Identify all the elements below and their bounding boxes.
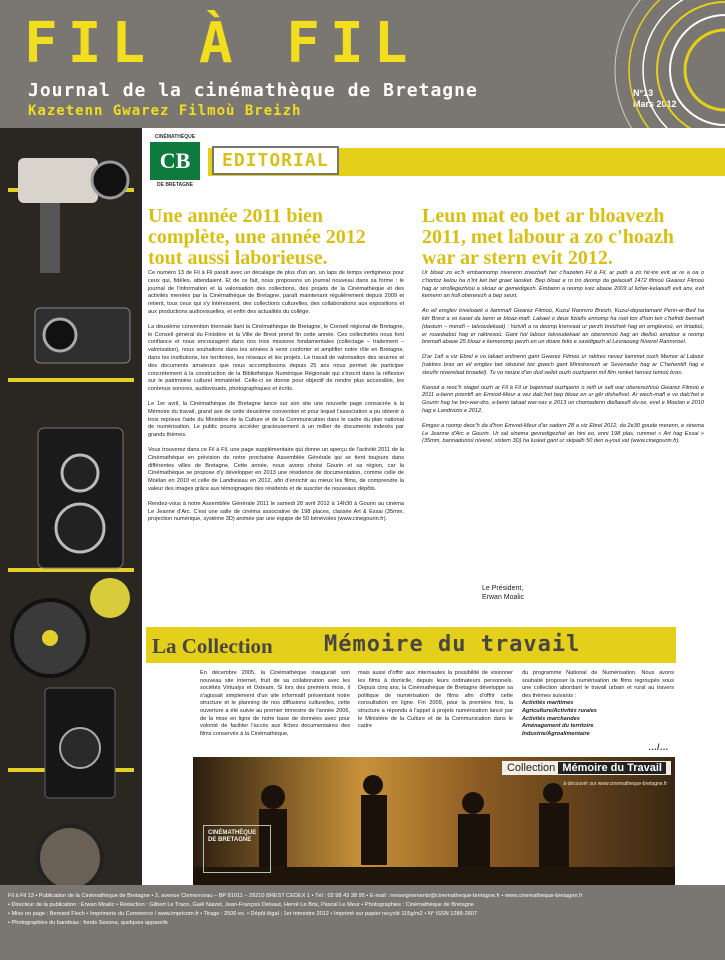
photo-logo-text: CINÉMATHÈQUE DE BRETAGNE — [203, 825, 271, 873]
paragraph: D'ar 1añ a viz Ebrel e vo lakaet enlinenn gant Gwarez Filmoù ur raktres nevez liammet ouzh Memor al Labour (raktres bras an eil emglev bet sikouret teir gwech gant Ministrerezh ar Sevenadur hag ar C'hehentiñ hag e steuñv niverelaat broadel). Tu vo neuze d'an dud sellet ouzh ouzhpenn mil film renket hervez temoù bras. — [422, 354, 704, 376]
camera-film-strip — [0, 128, 142, 885]
theme-item: Activités maritimes — [522, 700, 574, 707]
paragraph: Rendez-vous à notre Assemblée Générale 2011 le samedi 28 avril 2012 à 14h30 à Gourin au cinéma Le Jeanne d'Arc. C'est une salle de cinéma associative de 198 places, classée Art & Essai (35mm, projection numérique, système 3D) animée par une équipe de 50 bénévoles (www.cinegourin.fr). — [148, 500, 404, 523]
footer-line: Fil à Fil 13 • Publication de la Cinémathèque de Bretagne • 2, avenue Clemenceau – BP 81011 – 29210 BREST CEDEX 1 • Tél : 02 98 43 38 95 • E-mail : renseignements@cinematheque-bretagne.fr • www.cinematheque-bretagne.fr — [8, 893, 583, 899]
paragraph: Ur bloaz zo ec'h embannomp niverenn zivezhañ her c'hazeten Fil à Fil, ar puth a zo hir-tre evit ar re a oa o c'hortoz kelou ha n'int ket bet graet laosket. Bep bloaz e ro tro deomp da gelaouiñ 1472 filmoù Gwarez Filmoù hag ar strollegezhioù a skoaz ar gemedigezh. Embann a reomp ivez abaoe 2009 ul lizher-kelaouiñ evit anv, evit kemenn an holl obererezh a bep seurt. — [422, 270, 704, 300]
paragraph: La deuxième convention triennale liant la Cinémathèque de Bretagne, le Conseil régional de Bretagne, le Conseil général du Finistère et la Ville de Brest prend fin cette année. Ces collectivités nous font confiance et nous encouragent dans nos trois missions fondamentales (collectage – traitement – valorisation), nous souhaitons dans les années à venir conforter et amplifier notre rôle en Bretagne, dans les institutions, les territoires, les réseaux et les projets. Le travail de valorisation des œuvres et des documents amateurs que nous accomplissons depuis 25 ans nous permet de participer concrètement à la construction de la Bibliothèque Numérique Régionale qui s'inscrit dans la réflexion sur le patrimoine culturel immatériel. Celle-ci se donne pour objectif de rendre plus accessible, les contenus sonores, audiovisuels, photographiques et écrits. — [148, 323, 404, 393]
signature-name: Erwan Moalic — [482, 594, 525, 601]
footer-line: • Photographies du bandeau : fonds Sesona, quelques appareils — [8, 920, 168, 926]
collection-column-3: du programme National de Numérisation. Nous avons souhaité proposer la numérisation de films regroupés sous une collection abordant le travail urbain et rural au travers des thèmes suivants : Activités maritimes Agriculture/Activités rurales Activités marchandes Aménagement du territoire Industrie/Agroalimentaire — [522, 670, 674, 737]
paragraph: Kavout a reoc'h staget ouzh ar Fil à Fil ur bajennad ouzhpenn o reiñ ur sell war obererezhioù Gwarez Filmoù e 2011 a-benn prientiñ an Emvod-Meur a vez dalc'het bep bloaz en ur gêr disheñvel. Ar wech-mañ e vo dalc'het e Gourin hag he bro-war-dro, a-benn lakaat war-sav e 2013 un chomadenn diellaouiñ du-se, evel e Moelan e 2010 hag e Landivizio e 2012. — [422, 384, 704, 414]
issue-date: Mars 2012 — [633, 99, 677, 109]
paragraph: Emgav a roomp deoc'h da d'hon Emvod-Meur d'ar sadorn 28 a viz Ebrel 2012, da 2e30 goude merenn, e sinema Le Jeanne d'Arc e Gourin. Ur sal sinema gevredigezhel an hini eo, enni 198 plas, rummet « Art hag Essai » (35mm, bannadurioù niverel, sistem 3D) ha lusket gant ur skipailh 50 den a-youl vat (www.cinegourin.fr). — [422, 422, 704, 445]
photo-url: à découvrir sur www.cinematheque-bretagne.fr — [563, 781, 667, 787]
issue-number: N°13 — [633, 88, 654, 98]
footer — [0, 885, 725, 960]
continued-marker: …/… — [648, 742, 669, 752]
masthead — [0, 0, 725, 128]
signature-role: Le Président, — [482, 585, 524, 592]
footer-line: • Mise en page : Bernard Floch • Imprimerie du Commerce / www.impricom.fr • Tirage : 2500 ex. • Dépôt légal : 1er trimestre 2012 • Imprimé sur papier recyclé 115g/m2 • N° ISSN 1288-2607 — [8, 911, 478, 917]
journal-logo: FIL À FIL — [24, 11, 418, 76]
headline-breton: Leun mat eo bet ar bloavezh 2011, met labour a zo c'hoazh war ar stern evit 2012. — [422, 205, 674, 269]
paragraph: Ce numéro 13 de Fil à Fil paraît avec un décalage de plus d'un an, un laps de temps vertigineux pour ceux qui, fidèles, attendaient. Et de ce fait, nous proposons un journal nouveau dans sa forme : le journal de l'information et la valorisation des collections, des projets de la Cinémathèque et des activités menées par la Cinémathèque de Bretagne, paraît maintenant régulièrement depuis 2009 et retient, tous ceux qui s'y intéressent, des collections culturelles, des collaborations aux expositions et aux productions audiovisuelles, et enfin des actualités du collège. — [148, 270, 404, 315]
editorial-column-breton — [422, 270, 704, 453]
journal-subtitle-breton: Kazetenn Gwarez Filmoù Breizh — [28, 103, 302, 119]
headline-french: Une année 2011 bien complète, une année 2012 tout aussi laborieuse. — [148, 205, 366, 269]
footer-line: • Directeur de la publication : Erwan Moalic • Rédaction : Gilbert Le Traon, Gaël Naizet, Jean-François Delsaut, Hervé Le Bris, Pascal Le Meur • Photographies : Cinémathèque de Bretagne — [8, 902, 475, 908]
theme-list — [522, 700, 674, 738]
theme-item: Aménagement du territoire — [522, 723, 594, 730]
journal-subtitle: Journal de la cinémathèque de Bretagne — [28, 80, 478, 101]
collection-title-bar — [146, 627, 676, 663]
collection-title-b: Mémoire du travail — [324, 632, 581, 657]
editorial-column-french — [148, 270, 404, 531]
paragraph: An eil emglev triveloaek o liammañ Gwarez Filmoù, Kuzul Rannvro Breizh, Kuzul-departamant Penn-ar-Bed ha kêr Brest a vo kaset da benn ar bloaz-mañ. Lakaet o deus fiziañs ennomp ha roet ton d'hon teir c'hefridi bennañ (dastum – merañ – talvoudekaat) : hiziviñ a ra deomp krenvaat ur perzh breizhek hag en emglevioù, en tiriadoù, er rouedadoù hag er raktresoù. Gant hol labour talvoudekaat an oberennoù hag an dielloù amatour a reomp bremañ abaoe 25 bloaz e kemeromp perzh en un doare fetis e savidigezh al Levraoueg Niverel Rannvroel. — [422, 308, 704, 346]
workers-photo — [193, 757, 675, 885]
theme-item: Agriculture/Activités rurales — [522, 707, 597, 714]
paragraph: Le 1er avril, la Cinémathèque de Bretagne lance sur son site une nouvelle page consacrée à la Mémoire du travail, grand axe de cette deuxième convention et pour lequel l'association a pu obtenir à trois reprises l'aide du Ministère de la Culture et de la Communication dans le cadre du plan national de numérisation. Le public pourra accéder gracieusement à un millier de documents indexés par grands thèmes. — [148, 400, 404, 439]
decorative-arcs — [585, 0, 725, 128]
editorial-label: EDITORIAL — [212, 146, 339, 175]
collection-title-a: La Collection — [152, 634, 273, 658]
theme-item: Activités marchandes — [522, 715, 580, 722]
photo-caption: Collection Mémoire du Travail — [502, 761, 671, 775]
cinematheque-logo-mark: CB — [150, 142, 200, 180]
paragraph: Vous trouverez dans ce Fil à Fil, une page supplémentaire qui donne un aperçu de l'activité 2011 de la Cinémathèque en prévision de notre prochaine Assemblée Générale qui se tient toujours dans différentes villes de Bretagne. Cette année, nous avons choisi Gourin et sa région, car la Cinémathèque se propose d'y développer en 2013 une résidence de documentation, comme celle de Moëlan en 2010 et celle de Landivisiau en 2012, afin d'enrichir au mieux les films, de comprendre la valeur des images grâce aux témoignages des résidents et de susciter de nouveaux dépôts. — [148, 446, 404, 492]
collection-column-1: En décembre 2005, la Cinémathèque inaugurait son nouveau site internet, fruit de sa collaboration avec les sociétés Virtualys et Oxteam. Si lors des premiers mois, il s'agissait simplement d'un site informatif présentant notre structure et le planning de nos diffusions culturelles, cette ouverture a été suivie au premier trimestre de l'année 2006, de la mise en ligne de notre base de données avec pour volonté de faciliter l'accès aux fiches documentaires des films conservés à la Cinémathèque, — [200, 670, 350, 737]
theme-item: Industrie/Agroalimentaire — [522, 730, 590, 737]
signature — [482, 584, 524, 602]
camera-illustrations — [0, 128, 142, 885]
cinematheque-logo: CINÉMATHÈQUE CB DE BRETAGNE — [146, 134, 204, 196]
collection-column-2: mais aussi d'offrir aux internautes la possibilité de visionner les films à domicile, depuis leurs ordinateurs personnels. Depuis cinq ans, la Cinémathèque de Bretagne développe sa politique de numérisation de films afin d'offrir cette consultation en ligne. Fin 2009, pour la première fois, la structure a répondu à l'appel à projets numérisation lancé par le Ministère de la Culture et de la Communication dans le cadre — [358, 670, 513, 730]
